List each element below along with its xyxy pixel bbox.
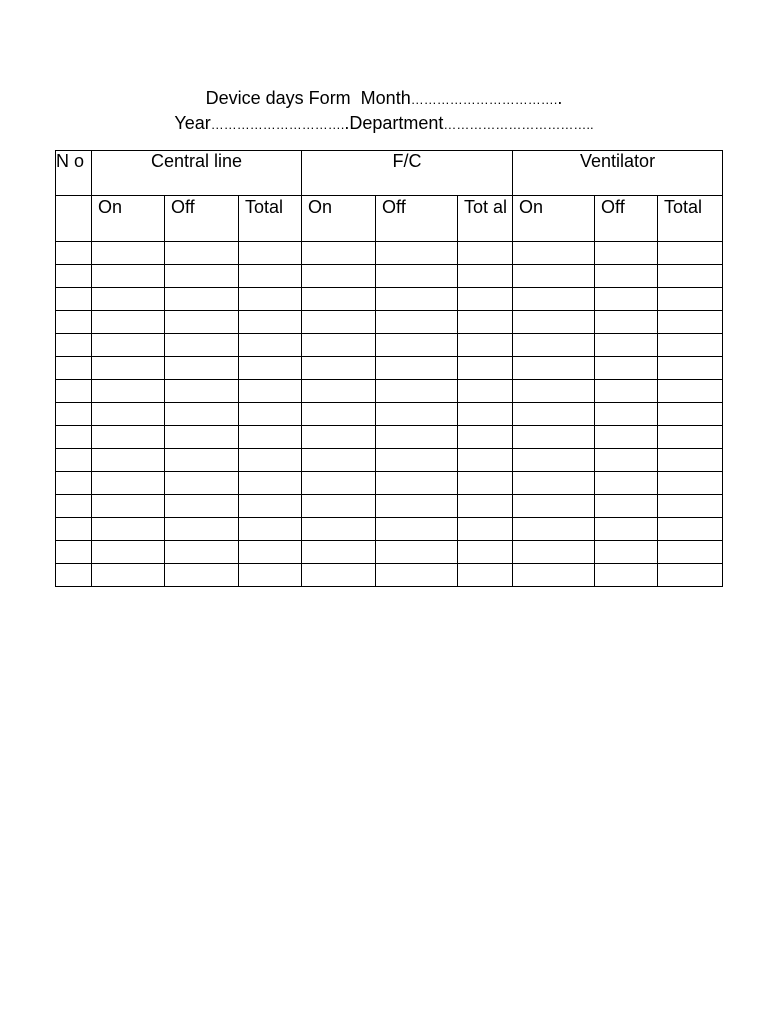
fc-total-cell[interactable] [458, 541, 513, 564]
title-line-end: . [557, 88, 563, 108]
central-total-cell[interactable] [239, 311, 302, 334]
fc-on-cell[interactable] [302, 426, 376, 449]
fc-total-cell[interactable] [458, 426, 513, 449]
vent-on-cell[interactable] [513, 288, 595, 311]
table-row [56, 380, 723, 403]
table-row [56, 518, 723, 541]
fc-total-cell[interactable] [458, 357, 513, 380]
no-cell[interactable] [56, 265, 92, 288]
fc-off-cell[interactable] [376, 334, 458, 357]
vent-off-cell[interactable] [595, 472, 658, 495]
central-total-cell[interactable] [239, 403, 302, 426]
vent-off-cell[interactable] [595, 426, 658, 449]
vent-off-cell[interactable] [595, 449, 658, 472]
fc-off-cell[interactable] [376, 472, 458, 495]
central-on-cell[interactable] [92, 472, 165, 495]
central-off-cell[interactable] [165, 334, 239, 357]
vent-total-cell[interactable] [658, 426, 723, 449]
fc-off-cell[interactable] [376, 518, 458, 541]
fc-total-cell[interactable] [458, 311, 513, 334]
vent-on-cell[interactable] [513, 541, 595, 564]
vent-on-cell[interactable] [513, 518, 595, 541]
table-row [56, 472, 723, 495]
fc-off-cell[interactable] [376, 564, 458, 587]
no-cell[interactable] [56, 541, 92, 564]
fc-on-cell[interactable] [302, 472, 376, 495]
no-cell[interactable] [56, 518, 92, 541]
vent-on-cell[interactable] [513, 403, 595, 426]
fc-header: F/C [302, 151, 513, 196]
fc-off-cell[interactable] [376, 265, 458, 288]
vent-off-cell[interactable] [595, 357, 658, 380]
fc-on-cell[interactable] [302, 311, 376, 334]
fc-on-cell[interactable] [302, 357, 376, 380]
year-department-line [0, 112, 768, 136]
fc-total-cell[interactable] [458, 380, 513, 403]
central-on-header: On [92, 196, 165, 242]
central-total-cell[interactable] [239, 357, 302, 380]
central-off-cell[interactable] [165, 564, 239, 587]
no-cell[interactable] [56, 288, 92, 311]
vent-total-cell[interactable] [658, 518, 723, 541]
vent-off-cell[interactable] [595, 242, 658, 265]
fc-on-cell[interactable] [302, 288, 376, 311]
fc-on-cell[interactable] [302, 541, 376, 564]
fc-on-cell[interactable] [302, 403, 376, 426]
fc-total-cell[interactable] [458, 518, 513, 541]
table-row [56, 265, 723, 288]
central-on-cell[interactable] [92, 518, 165, 541]
vent-total-cell[interactable] [658, 242, 723, 265]
no-cell[interactable] [56, 380, 92, 403]
no-cell[interactable] [56, 426, 92, 449]
fc-total-cell[interactable] [458, 495, 513, 518]
form-title-line [0, 87, 768, 111]
central-total-cell[interactable] [239, 495, 302, 518]
no-cell[interactable] [56, 357, 92, 380]
central-on-cell[interactable] [92, 334, 165, 357]
central-total-cell[interactable] [239, 242, 302, 265]
fc-off-cell[interactable] [376, 311, 458, 334]
table-row [56, 449, 723, 472]
fc-off-cell[interactable] [376, 495, 458, 518]
vent-on-header: On [513, 196, 595, 242]
fc-on-cell[interactable] [302, 380, 376, 403]
vent-on-cell[interactable] [513, 334, 595, 357]
ventilator-header: Ventilator [513, 151, 723, 196]
fc-on-header: On [302, 196, 376, 242]
vent-off-cell[interactable] [595, 541, 658, 564]
fc-total-cell[interactable] [458, 564, 513, 587]
central-off-cell[interactable] [165, 311, 239, 334]
vent-total-cell[interactable] [658, 265, 723, 288]
central-off-cell[interactable] [165, 242, 239, 265]
central-total-cell[interactable] [239, 449, 302, 472]
vent-total-cell[interactable] [658, 403, 723, 426]
group-header-row [56, 151, 723, 196]
central-on-cell[interactable] [92, 495, 165, 518]
central-off-cell[interactable] [165, 495, 239, 518]
central-on-cell[interactable] [92, 311, 165, 334]
table-row [56, 541, 723, 564]
no-cell[interactable] [56, 472, 92, 495]
fc-off-cell[interactable] [376, 288, 458, 311]
fc-total-cell[interactable] [458, 449, 513, 472]
central-total-cell[interactable] [239, 518, 302, 541]
central-off-cell[interactable] [165, 357, 239, 380]
vent-on-cell[interactable] [513, 242, 595, 265]
no-cell[interactable] [56, 242, 92, 265]
year-label: Year [174, 113, 211, 133]
table-row [56, 242, 723, 265]
vent-total-header: Total [658, 196, 723, 242]
fc-on-cell[interactable] [302, 495, 376, 518]
no-cell[interactable] [56, 449, 92, 472]
table-row [56, 334, 723, 357]
department-label: .Department [344, 113, 444, 133]
no-cell[interactable] [56, 334, 92, 357]
central-total-header: Total [239, 196, 302, 242]
table-row [56, 495, 723, 518]
no-header: N o [56, 151, 92, 196]
vent-off-cell[interactable] [595, 564, 658, 587]
central-on-cell[interactable] [92, 449, 165, 472]
sub-header-row [56, 196, 723, 242]
fc-total-header: Tot al [458, 196, 513, 242]
device-days-table [55, 150, 723, 587]
central-on-cell[interactable] [92, 265, 165, 288]
fc-on-cell[interactable] [302, 242, 376, 265]
fc-off-cell[interactable] [376, 242, 458, 265]
vent-on-cell[interactable] [513, 357, 595, 380]
table-row [56, 403, 723, 426]
fc-off-cell[interactable] [376, 541, 458, 564]
fc-on-cell[interactable] [302, 518, 376, 541]
vent-off-cell[interactable] [595, 288, 658, 311]
vent-on-cell[interactable] [513, 426, 595, 449]
vent-on-cell[interactable] [513, 380, 595, 403]
central-off-cell[interactable] [165, 265, 239, 288]
form-title: Device days Form Month [205, 88, 411, 108]
central-total-cell[interactable] [239, 426, 302, 449]
central-off-cell[interactable] [165, 403, 239, 426]
central-off-cell[interactable] [165, 472, 239, 495]
fc-total-cell[interactable] [458, 334, 513, 357]
central-total-cell[interactable] [239, 380, 302, 403]
central-off-cell[interactable] [165, 449, 239, 472]
fc-off-cell[interactable] [376, 403, 458, 426]
vent-total-cell[interactable] [658, 449, 723, 472]
central-line-header: Central line [92, 151, 302, 196]
vent-total-cell[interactable] [658, 357, 723, 380]
fc-on-cell[interactable] [302, 449, 376, 472]
fc-on-cell[interactable] [302, 334, 376, 357]
vent-on-cell[interactable] [513, 495, 595, 518]
vent-total-cell[interactable] [658, 472, 723, 495]
central-total-cell[interactable] [239, 265, 302, 288]
fc-total-cell[interactable] [458, 288, 513, 311]
fc-off-header: Off [376, 196, 458, 242]
vent-off-cell[interactable] [595, 380, 658, 403]
table-row [56, 426, 723, 449]
vent-on-cell[interactable] [513, 265, 595, 288]
central-on-cell[interactable] [92, 357, 165, 380]
fc-total-cell[interactable] [458, 403, 513, 426]
central-on-cell[interactable] [92, 426, 165, 449]
central-on-cell[interactable] [92, 541, 165, 564]
central-total-cell[interactable] [239, 288, 302, 311]
vent-off-cell[interactable] [595, 495, 658, 518]
fc-total-cell[interactable] [458, 265, 513, 288]
central-total-cell[interactable] [239, 472, 302, 495]
table-row [56, 564, 723, 587]
central-off-cell[interactable] [165, 541, 239, 564]
vent-on-cell[interactable] [513, 311, 595, 334]
fc-off-cell[interactable] [376, 380, 458, 403]
central-off-cell[interactable] [165, 288, 239, 311]
fc-off-cell[interactable] [376, 357, 458, 380]
no-subheader-blank [56, 196, 92, 242]
vent-total-cell[interactable] [658, 380, 723, 403]
central-on-cell[interactable] [92, 564, 165, 587]
vent-on-cell[interactable] [513, 564, 595, 587]
central-on-cell[interactable] [92, 403, 165, 426]
no-cell[interactable] [56, 495, 92, 518]
vent-total-cell[interactable] [658, 564, 723, 587]
fc-on-cell[interactable] [302, 265, 376, 288]
fc-total-cell[interactable] [458, 472, 513, 495]
central-off-cell[interactable] [165, 518, 239, 541]
central-off-header: Off [165, 196, 239, 242]
year-blank[interactable]: …………………………. [210, 117, 345, 132]
vent-on-cell[interactable] [513, 449, 595, 472]
vent-off-cell[interactable] [595, 334, 658, 357]
fc-on-cell[interactable] [302, 564, 376, 587]
central-total-cell[interactable] [239, 334, 302, 357]
fc-off-cell[interactable] [376, 426, 458, 449]
month-blank[interactable]: ……………………………. [410, 92, 558, 107]
central-total-cell[interactable] [239, 564, 302, 587]
table-row [56, 288, 723, 311]
fc-total-cell[interactable] [458, 242, 513, 265]
vent-off-cell[interactable] [595, 403, 658, 426]
central-total-cell[interactable] [239, 541, 302, 564]
vent-total-cell[interactable] [658, 311, 723, 334]
vent-total-cell[interactable] [658, 495, 723, 518]
central-on-cell[interactable] [92, 380, 165, 403]
department-blank[interactable]: …………………………….. [443, 117, 594, 132]
vent-off-cell[interactable] [595, 311, 658, 334]
central-off-cell[interactable] [165, 426, 239, 449]
vent-off-cell[interactable] [595, 265, 658, 288]
no-cell[interactable] [56, 564, 92, 587]
vent-total-cell[interactable] [658, 288, 723, 311]
vent-total-cell[interactable] [658, 541, 723, 564]
fc-off-cell[interactable] [376, 449, 458, 472]
vent-total-cell[interactable] [658, 334, 723, 357]
no-cell[interactable] [56, 403, 92, 426]
table-row [56, 357, 723, 380]
central-off-cell[interactable] [165, 380, 239, 403]
vent-off-header: Off [595, 196, 658, 242]
vent-on-cell[interactable] [513, 472, 595, 495]
central-on-cell[interactable] [92, 288, 165, 311]
table-body [56, 242, 723, 587]
table-row [56, 311, 723, 334]
vent-off-cell[interactable] [595, 518, 658, 541]
central-on-cell[interactable] [92, 242, 165, 265]
no-cell[interactable] [56, 311, 92, 334]
